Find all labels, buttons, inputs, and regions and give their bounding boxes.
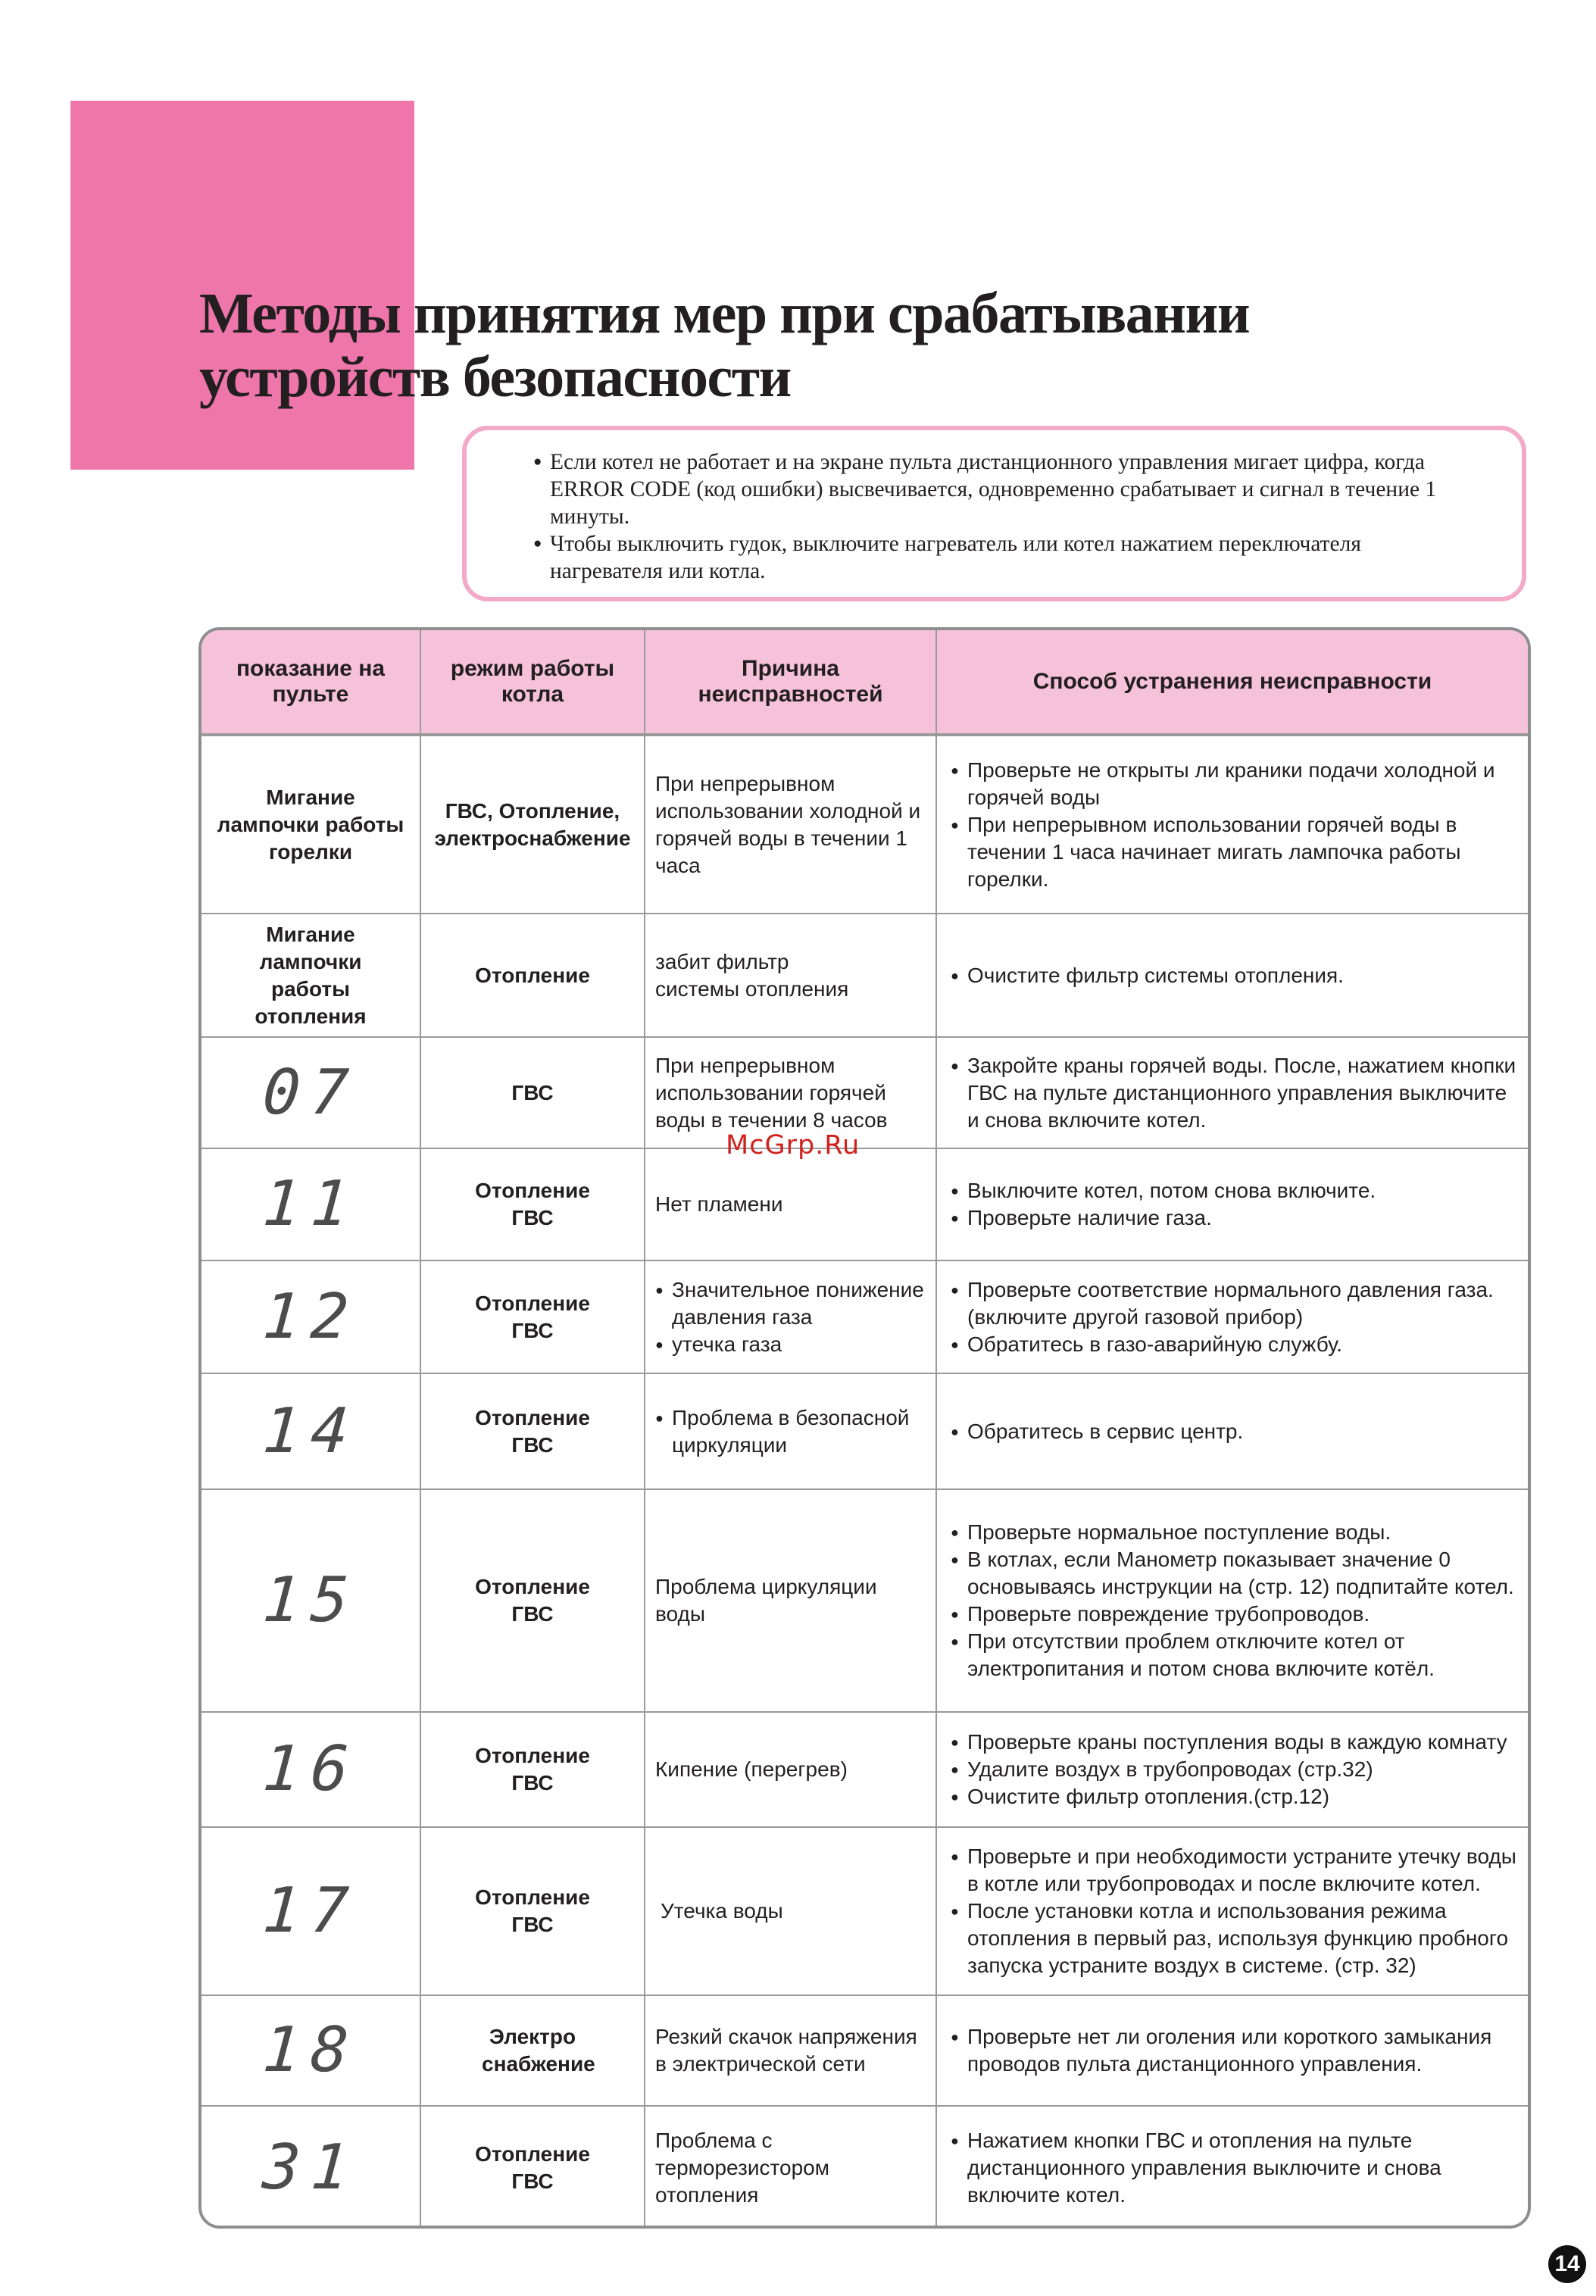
notice-item: ● Если котел не работает и на экране пульта дистанционного управления мигает цифра, когда ERROR CODE (код ошибки) высвечивается, одновременно срабатывает и сигнал в течение 1 минуты.	[533, 448, 1457, 530]
error-codes-table	[198, 627, 1531, 2229]
page-title-line-1: Методы принятия мер при срабатывании	[199, 282, 1250, 345]
display-cell	[201, 1260, 420, 1373]
cause-cell: При непрерывном использовании горячей воды в течении 8 часов	[645, 1037, 936, 1148]
mode-cell: ГВС, Отопление, электроснабжение	[420, 735, 645, 914]
solution-item: ● Проверьте соответствие нормального давления газа. (включите другой газовой прибор)	[951, 1276, 1522, 1331]
error-code-18: 18	[260, 2014, 361, 2086]
header-mode: режим работы котла	[420, 630, 645, 735]
mode-cell: ГВС	[420, 1037, 645, 1148]
error-code-17: 17	[260, 1875, 361, 1947]
mode-cell: Отопление ГВС	[420, 1489, 645, 1712]
cause-cell: Проблема циркуляции воды	[645, 1489, 936, 1712]
notice-box	[462, 426, 1526, 601]
table-row	[201, 1712, 1528, 1827]
solution-item: ● В котлах, если Манометр показывает значение 0 основываясь инструкции на (стр. 12) подпитайте котел.	[951, 1546, 1522, 1601]
mode-cell: Отопление ГВС	[420, 1827, 645, 1995]
cause-cell	[645, 1260, 936, 1373]
cause-cell: Кипение (перегрев)	[645, 1712, 936, 1827]
display-cell	[201, 1148, 420, 1260]
table-row	[201, 1260, 1528, 1373]
solution-cell	[936, 1260, 1528, 1373]
table-header-row	[201, 630, 1528, 735]
solution-item: ● Удалите воздух в трубопроводах (стр.32)	[951, 1756, 1522, 1783]
solution-item: ● Проверьте краны поступления воды в каждую комнату	[951, 1729, 1522, 1756]
cause-cell: Проблема с терморезистором отопления	[645, 2106, 936, 2229]
mode-cell: Отопление	[420, 914, 645, 1037]
cause-item: ● Проблема в безопасной циркуляции	[655, 1404, 931, 1459]
error-code-07: 07	[260, 1056, 361, 1129]
table-row	[201, 735, 1528, 914]
cause-item: ● утечка газа	[655, 1331, 931, 1358]
error-code-31: 31	[260, 2131, 361, 2204]
solution-item: ● Проверьте не открыты ли краники подачи холодной и горячей воды	[951, 757, 1522, 811]
solution-cell	[936, 1995, 1528, 2106]
mode-cell: Отопление ГВС	[420, 1373, 645, 1489]
header-solution: Способ устранения неисправности	[936, 630, 1528, 735]
header-display: показание на пульте	[201, 630, 420, 735]
solution-item: ● Проверьте повреждение трубопроводов.	[951, 1601, 1522, 1628]
table-row	[201, 914, 1528, 1037]
cause-item: ● Значительное понижение давления газа	[655, 1276, 931, 1331]
display-cell	[201, 1995, 420, 2106]
solution-cell	[936, 1489, 1528, 1712]
display-cell	[201, 1373, 420, 1489]
display-cell: Мигание лампочки работы отопления	[201, 914, 420, 1037]
cause-cell: Нет пламени	[645, 1148, 936, 1260]
solution-item: ● Проверьте нормальное поступление воды.	[951, 1519, 1522, 1546]
page-title	[199, 282, 1249, 409]
solution-item: ● Закройте краны горячей воды. После, нажатием кнопки ГВС на пульте дистанционного управления выключите и снова включите котел.	[951, 1052, 1522, 1134]
cause-cell: Утечка воды	[645, 1827, 936, 1995]
table-row	[201, 1373, 1528, 1489]
cause-cell	[645, 1373, 936, 1489]
display-cell	[201, 1037, 420, 1148]
error-code-14: 14	[260, 1395, 361, 1467]
table-row	[201, 1827, 1528, 1995]
header-cause: Причина неисправностей	[645, 630, 936, 735]
error-code-11: 11	[260, 1168, 361, 1240]
solution-item: ● Обратитесь в газо-аварийную службу.	[951, 1331, 1522, 1358]
error-code-12: 12	[260, 1280, 361, 1353]
solution-cell	[936, 1373, 1528, 1489]
solution-cell	[936, 914, 1528, 1037]
display-cell	[201, 1827, 420, 1995]
error-code-16: 16	[260, 1733, 361, 1805]
mode-cell: Отопление ГВС	[420, 1260, 645, 1373]
solution-cell	[936, 2106, 1528, 2229]
solution-cell	[936, 1827, 1528, 1995]
page-number: 14	[1548, 2245, 1586, 2283]
solution-item: ● Проверьте наличие газа.	[951, 1204, 1522, 1232]
cause-cell: При непрерывном использовании холодной и горячей воды в течении 1 часа	[645, 735, 936, 914]
notice-item: ● Чтобы выключить гудок, выключите нагреватель или котел нажатием переключателя нагревателя или котла.	[533, 530, 1457, 585]
watermark: McGrp.Ru	[726, 1130, 860, 1160]
table-row	[201, 1148, 1528, 1260]
solution-item: ● После установки котла и использования режима отопления в первый раз, используя функцию пробного запуска устраните воздух в системе. (стр. 32)	[951, 1898, 1522, 1979]
mode-cell: Отопление ГВС	[420, 2106, 645, 2229]
display-cell	[201, 1712, 420, 1827]
table-row	[201, 2106, 1528, 2229]
solution-item: ● Очистите фильтр отопления.(стр.12)	[951, 1783, 1522, 1810]
mode-cell: Электро снабжение	[420, 1995, 645, 2106]
solution-item: ● При отсутствии проблем отключите котел от электропитания и потом снова включите котёл.	[951, 1628, 1522, 1682]
table-row	[201, 1489, 1528, 1712]
table-row	[201, 1995, 1528, 2106]
mode-cell: Отопление ГВС	[420, 1712, 645, 1827]
solution-cell	[936, 1037, 1528, 1148]
solution-item: ● Нажатием кнопки ГВС и отопления на пульте дистанционного управления выключите и снова включите котел.	[951, 2127, 1522, 2209]
solution-cell	[936, 1712, 1528, 1827]
solution-cell	[936, 735, 1528, 914]
solution-item: ● Выключите котел, потом снова включите.	[951, 1177, 1522, 1204]
table-row	[201, 1037, 1528, 1148]
solution-cell	[936, 1148, 1528, 1260]
solution-item: ● Проверьте нет ли оголения или короткого замыкания проводов пульта дистанционного управления.	[951, 2023, 1522, 2078]
solution-item: ● Очистите фильтр системы отопления.	[951, 962, 1522, 989]
display-cell	[201, 2106, 420, 2229]
solution-item: ● При непрерывном использовании горячей воды в течении 1 часа начинает мигать лампочка работы горелки.	[951, 811, 1522, 893]
page-title-line-2: устройств безопасности	[199, 345, 791, 409]
error-code-15: 15	[260, 1564, 361, 1636]
display-cell	[201, 1489, 420, 1712]
cause-cell: забит фильтр системы отопления	[645, 914, 936, 1037]
cause-cell: Резкий скачок напряжения в электрической сети	[645, 1995, 936, 2106]
mode-cell: Отопление ГВС	[420, 1148, 645, 1260]
solution-item: ● Обратитесь в сервис центр.	[951, 1418, 1522, 1445]
solution-item: ● Проверьте и при необходимости устраните утечку воды в котле или трубопроводах и после включите котел.	[951, 1843, 1522, 1898]
display-cell: Мигание лампочки работы горелки	[201, 735, 420, 914]
